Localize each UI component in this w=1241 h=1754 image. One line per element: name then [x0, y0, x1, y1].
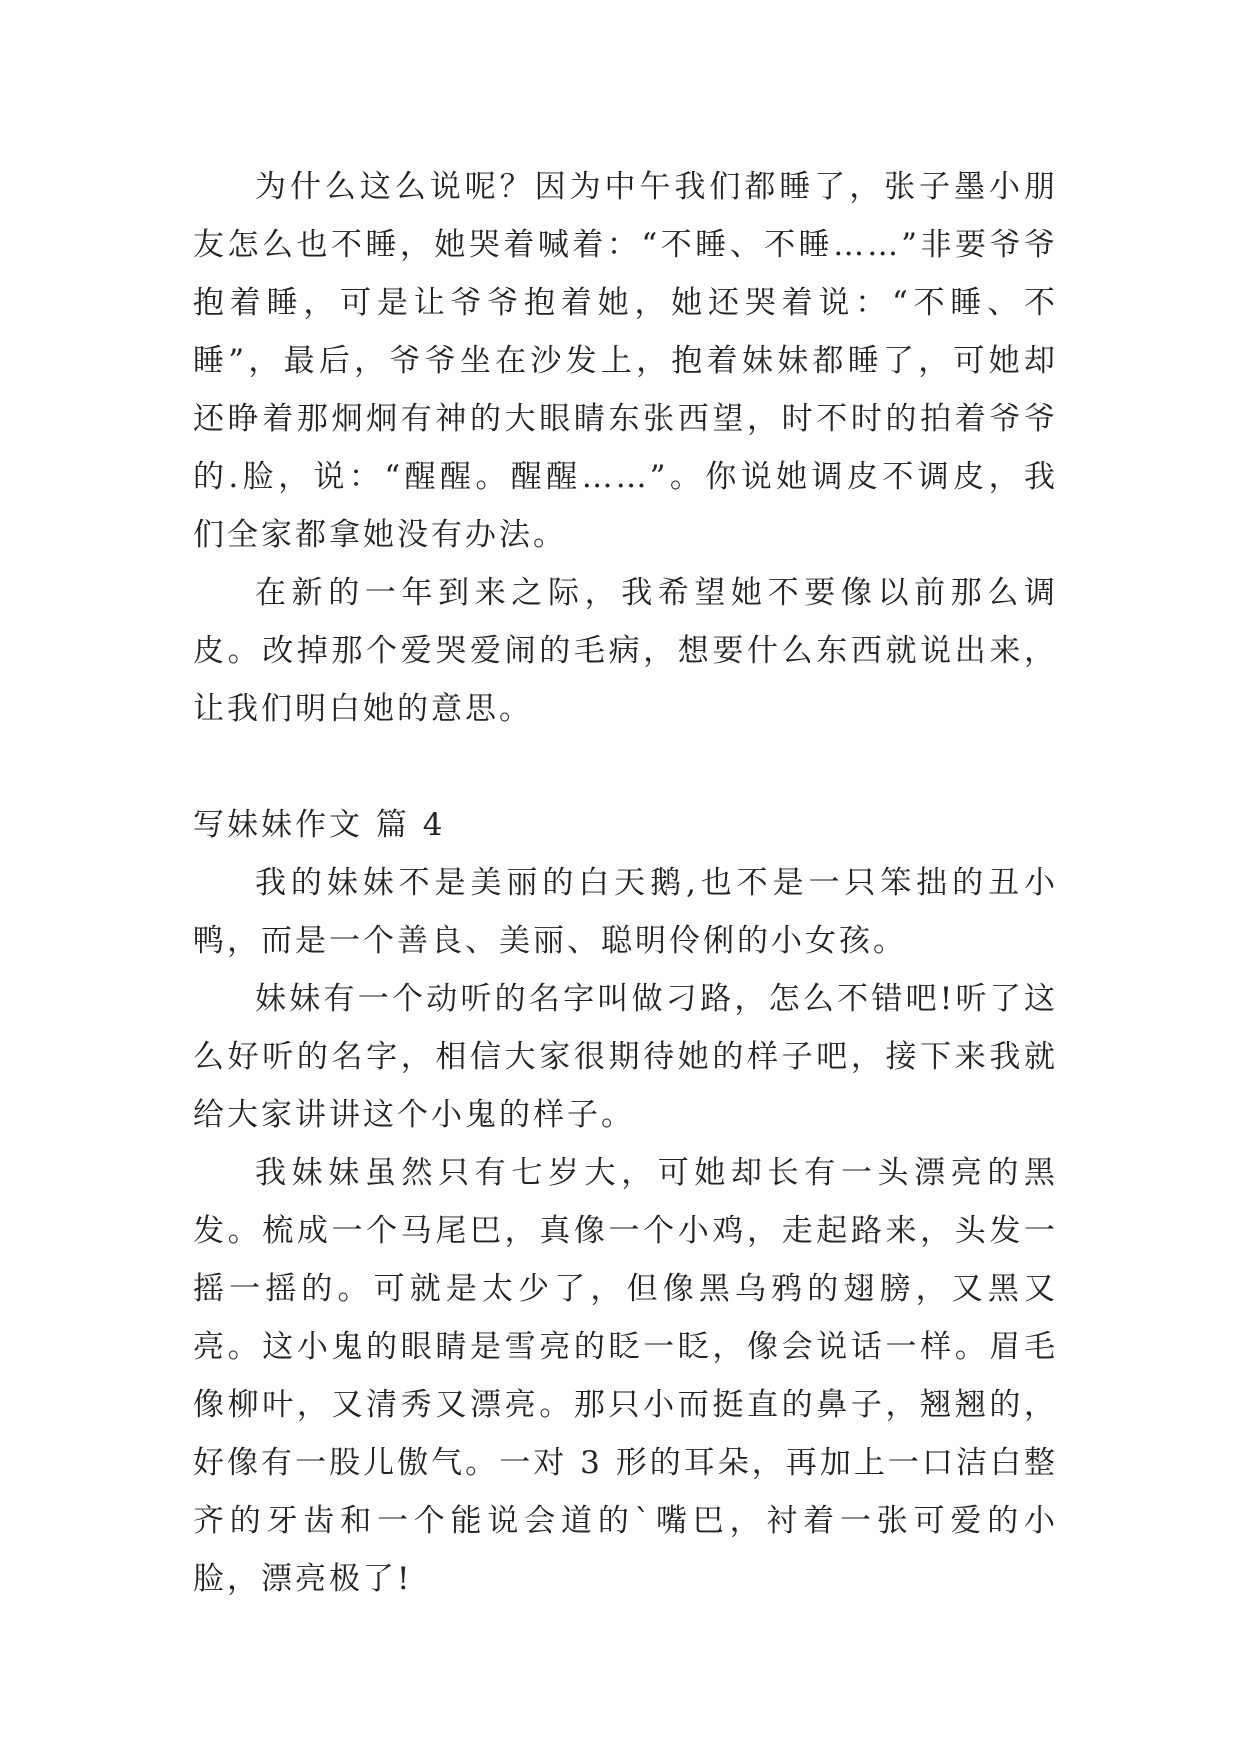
document-body	[193, 158, 1058, 1608]
paragraph-new-year-wish: 在新的一年到来之际，我希望她不要像以前那么调皮。改掉那个爱哭爱闹的毛病，想要什么东西就说出来，让我们明白她的意思。	[193, 575, 1058, 727]
paragraph-appearance: 我妹妹虽然只有七岁大，可她却长有一头漂亮的黑发。梳成一个马尾巴，真像一个小鸡，走起路来，头发一摇一摇的。可就是太少了，但像黑乌鸦的翅膀，又黑又亮。这小鬼的眼睛是雪亮的眨一眨，像会说话一样。眉毛像柳叶，又清秀又漂亮。那只小而挺直的鼻子，翘翘的，好像有一股儿傲气。一对 3 形的耳朵，再加上一口洁白整齐的牙齿和一个能说会道的`嘴巴，衬着一张可爱的小脸，漂亮极了!	[193, 1155, 1058, 1597]
paragraph-nap-story: 为什么这么说呢？因为中午我们都睡了，张子墨小朋友怎么也不睡，她哭着喊着：“不睡、不睡……”非要爷爷抱着睡，可是让爷爷抱着她，她还哭着说：“不睡、不睡”，最后，爷爷坐在沙发上，抱着妹妹都睡了，可她却还睁着那炯炯有神的大眼睛东张西望，时不时的拍着爷爷的.脸，说：“醒醒。醒醒……”。你说她调皮不调皮，我们全家都拿她没有办法。	[193, 169, 1058, 553]
paragraph-name: 妹妹有一个动听的名字叫做刁路，怎么不错吧!听了这么好听的名字，相信大家很期待她的样子吧，接下来我就给大家讲讲这个小鬼的样子。	[193, 981, 1058, 1133]
section-title: 写妹妹作文 篇 4	[193, 807, 446, 843]
paragraph-intro: 我的妹妹不是美丽的白天鹅,也不是一只笨拙的丑小鸭，而是一个善良、美丽、聪明伶俐的小女孩。	[193, 865, 1058, 959]
